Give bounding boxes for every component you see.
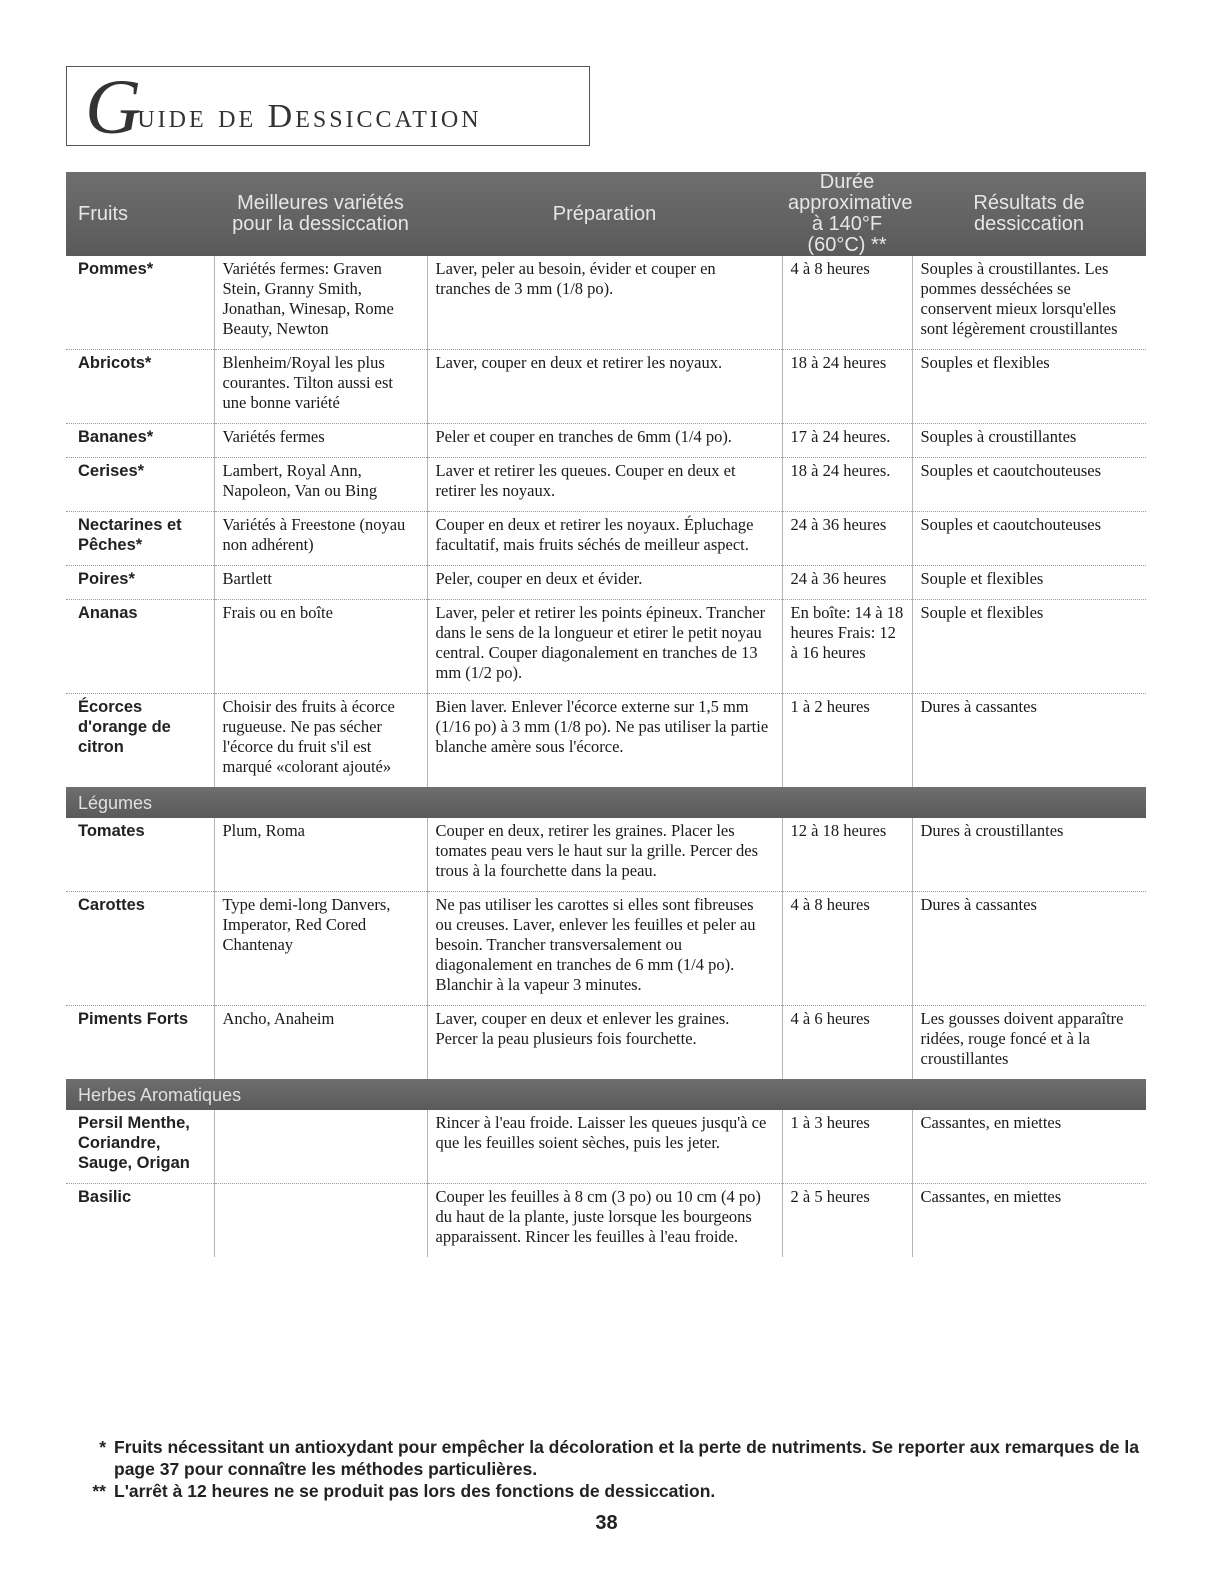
row-varieties xyxy=(214,1110,427,1184)
row-result: Souples à croustillantes xyxy=(912,424,1146,458)
row-result: Souples à croustillantes. Les pommes desséchées se conservent mieux lorsqu'elles sont légèrement croustillantes xyxy=(912,256,1146,350)
row-duration: 4 à 8 heures xyxy=(782,892,912,1006)
row-name: Nectarines et Pêches* xyxy=(66,512,214,566)
footnote xyxy=(80,1436,1160,1480)
table-row xyxy=(66,600,1146,694)
row-duration: 4 à 6 heures xyxy=(782,1006,912,1080)
row-preparation: Laver, peler au besoin, évider et couper en tranches de 3 mm (1/8 po). xyxy=(427,256,782,350)
section-header-herbs xyxy=(66,1079,1146,1110)
table-row xyxy=(66,1006,1146,1080)
table-row xyxy=(66,1110,1146,1184)
header-preparation: Préparation xyxy=(427,172,782,256)
row-preparation: Ne pas utiliser les carottes si elles sont fibreuses ou creuses. Laver, enlever les feuilles et peler au besoin. Trancher transversalement ou diagonalement en tranches de 6 mm (1/4 po). Blanchir à la vapeur 3 minutes. xyxy=(427,892,782,1006)
row-preparation: Couper en deux et retirer les noyaux. Épluchage facultatif, mais fruits séchés de meilleur aspect. xyxy=(427,512,782,566)
row-name: Écorces d'orange de citron xyxy=(78,698,171,756)
page-number: 38 xyxy=(595,1512,618,1534)
row-preparation: Couper les feuilles à 8 cm (3 po) ou 10 cm (4 po) du haut de la plante, juste lorsque les bourgeons apparaissent. Rincer les feuilles à l'eau froide. xyxy=(427,1184,782,1258)
row-result: Cassantes, en miettes xyxy=(912,1184,1146,1258)
row-varieties xyxy=(214,1184,427,1258)
row-varieties: Bartlett xyxy=(214,566,427,600)
row-duration: 12 à 18 heures xyxy=(782,818,912,892)
table-row xyxy=(66,350,1146,424)
table-row xyxy=(66,566,1146,600)
row-duration: 18 à 24 heures. xyxy=(782,458,912,512)
row-duration: 24 à 36 heures xyxy=(782,512,912,566)
row-duration: En boîte: 14 à 18 heures Frais: 12 à 16 heures xyxy=(782,600,912,694)
table-row xyxy=(66,424,1146,458)
row-result: Souples et flexibles xyxy=(912,350,1146,424)
drying-guide-table xyxy=(66,172,1146,1257)
row-preparation: Peler et couper en tranches de 6mm (1/4 po). xyxy=(427,424,782,458)
row-name: Tomates xyxy=(66,818,214,892)
table-row xyxy=(66,458,1146,512)
header-duration: Durée approximative à 140°F (60°C) ** xyxy=(782,172,912,256)
row-duration: 18 à 24 heures xyxy=(782,350,912,424)
row-result: Souples et caoutchouteuses xyxy=(912,512,1146,566)
row-varieties: Variétés fermes: Graven Stein, Granny Smith, Jonathan, Winesap, Rome Beauty, Newton xyxy=(214,256,427,350)
row-name: Basilic xyxy=(78,1188,132,1206)
row-duration: 1 à 2 heures xyxy=(782,694,912,788)
row-result: Souples et caoutchouteuses xyxy=(912,458,1146,512)
row-preparation: Laver, couper en deux et enlever les graines. Percer la peau plusieurs fois fourchette. xyxy=(427,1006,782,1080)
row-result: Dures à cassantes xyxy=(912,892,1146,1006)
row-name: Ananas xyxy=(66,600,214,694)
row-name: Piments Forts xyxy=(78,1010,189,1028)
table-row xyxy=(66,694,1146,788)
row-varieties: Variétés à Freestone (noyau non adhérent) xyxy=(214,512,427,566)
row-varieties: Plum, Roma xyxy=(214,818,427,892)
table-body xyxy=(66,256,1146,1257)
row-varieties: Variétés fermes xyxy=(214,424,427,458)
page-title xyxy=(66,63,590,150)
row-name: Pommes* xyxy=(66,256,214,350)
row-preparation: Couper en deux, retirer les graines. Placer les tomates peau vers le haut sur la grille. Percer des trous à la fourchette dans la peau. xyxy=(427,818,782,892)
row-duration: 1 à 3 heures xyxy=(782,1110,912,1184)
table-row xyxy=(66,256,1146,350)
table-row xyxy=(66,512,1146,566)
footnote-text: Fruits nécessitant un antioxydant pour empêcher la décoloration et la perte de nutriments. Se reporter aux remarques de la page 37 pour connaître les méthodes particulières. xyxy=(114,1437,1139,1479)
row-result: Souple et flexibles xyxy=(912,600,1146,694)
footnote-mark: * xyxy=(99,1437,106,1457)
row-varieties: Blenheim/Royal les plus courantes. Tilton aussi est une bonne variété xyxy=(214,350,427,424)
section-header-vegetables xyxy=(66,787,1146,818)
title-initial: G xyxy=(85,63,142,150)
header-fruits: Fruits xyxy=(66,172,214,256)
row-result: Dures à cassantes xyxy=(912,694,1146,788)
row-preparation: Peler, couper en deux et évider. xyxy=(427,566,782,600)
footnote xyxy=(80,1480,1160,1502)
row-preparation: Laver, peler et retirer les points épineux. Trancher dans le sens de la longueur et etirer le petit noyau central. Couper diagonalement en tranches de 13 mm (1/2 po). xyxy=(427,600,782,694)
table-row xyxy=(66,1184,1146,1258)
header-results: Résultats de dessiccation xyxy=(912,172,1146,256)
row-duration: 4 à 8 heures xyxy=(782,256,912,350)
row-result: Dures à croustillantes xyxy=(912,818,1146,892)
footnote-mark: ** xyxy=(92,1481,106,1501)
row-preparation: Rincer à l'eau froide. Laisser les queues jusqu'à ce que les feuilles soient sèches, puis les jeter. xyxy=(427,1110,782,1184)
row-preparation: Laver et retirer les queues. Couper en deux et retirer les noyaux. xyxy=(427,458,782,512)
row-name: Bananes* xyxy=(66,424,214,458)
row-name: Carottes xyxy=(66,892,214,1006)
table-row xyxy=(66,892,1146,1006)
row-duration: 2 à 5 heures xyxy=(782,1184,912,1258)
row-varieties: Frais ou en boîte xyxy=(214,600,427,694)
section-label: Légumes xyxy=(66,787,1146,818)
row-name: Poires* xyxy=(66,566,214,600)
row-duration: 24 à 36 heures xyxy=(782,566,912,600)
section-label: Herbes Aromatiques xyxy=(66,1079,1146,1110)
row-preparation: Laver, couper en deux et retirer les noyaux. xyxy=(427,350,782,424)
row-varieties: Lambert, Royal Ann, Napoleon, Van ou Bing xyxy=(214,458,427,512)
table-header-row xyxy=(66,172,1146,256)
row-result: Cassantes, en miettes xyxy=(912,1110,1146,1184)
row-preparation: Bien laver. Enlever l'écorce externe sur 1,5 mm (1/16 po) à 3 mm (1/8 po). Ne pas utiliser la partie blanche amère sous l'écorce. xyxy=(427,694,782,788)
row-name: Cerises* xyxy=(66,458,214,512)
row-duration: 17 à 24 heures. xyxy=(782,424,912,458)
row-name: Abricots* xyxy=(66,350,214,424)
title-text: uide de Dessiccation xyxy=(137,98,482,135)
row-varieties: Choisir des fruits à écorce rugueuse. Ne pas sécher l'écorce du fruit s'il est marqué «colorant ajouté» xyxy=(214,694,427,788)
row-varieties: Type demi-long Danvers, Imperator, Red Cored Chantenay xyxy=(214,892,427,1006)
row-varieties: Ancho, Anaheim xyxy=(214,1006,427,1080)
footnote-text: L'arrêt à 12 heures ne se produit pas lors des fonctions de dessiccation. xyxy=(114,1481,716,1501)
table-row xyxy=(66,818,1146,892)
header-varieties: Meilleures variétés pour la dessiccation xyxy=(214,172,427,256)
row-result: Les gousses doivent apparaître ridées, rouge foncé et à la croustillantes xyxy=(912,1006,1146,1080)
row-result: Souple et flexibles xyxy=(912,566,1146,600)
footnotes xyxy=(80,1436,1160,1502)
row-name: Persil Menthe, Coriandre, Sauge, Origan xyxy=(66,1110,214,1184)
